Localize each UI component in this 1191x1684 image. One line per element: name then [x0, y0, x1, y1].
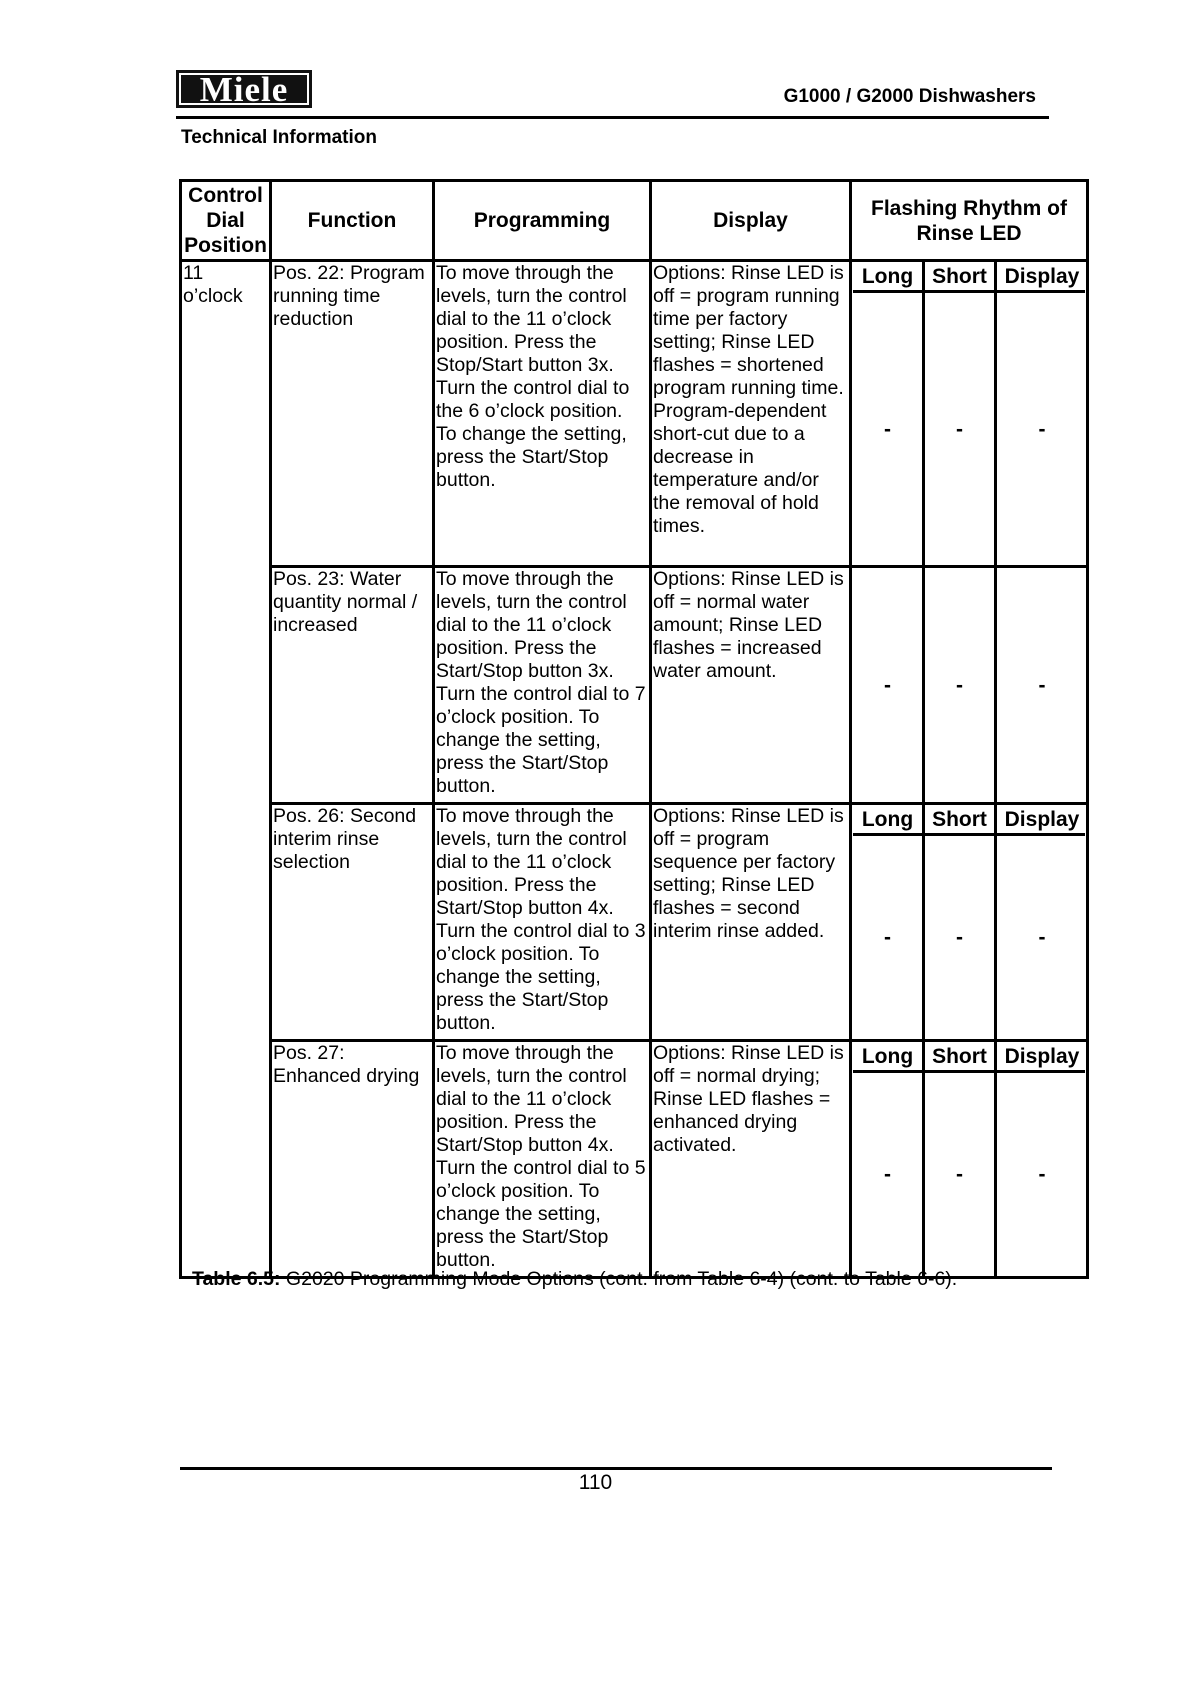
header-flashing-rhythm: Flashing Rhythm of Rinse LED	[851, 181, 1088, 261]
flash-short-label: Short	[925, 1042, 997, 1070]
caption-text: G2020 Programming Mode Options (cont. from Table 6-4) (cont. to Table 6-6).	[280, 1268, 958, 1290]
flash-long-label: Long	[853, 1042, 925, 1070]
flash-rhythm-header	[853, 1042, 1085, 1073]
caption-label: Table 6.5:	[192, 1268, 281, 1290]
flash-long-value: -	[853, 293, 925, 565]
dial-position-cell: 11 o’clock	[181, 261, 271, 1278]
flash-long-label: Long	[853, 805, 925, 833]
flash-display-label: Display	[1004, 264, 1080, 288]
function-cell: Pos. 26: Second interim rinse selection	[271, 804, 434, 1041]
flash-short-value: -	[925, 836, 997, 1039]
function-cell: Pos. 27: Enhanced drying	[271, 1041, 434, 1278]
table-row	[181, 1041, 1088, 1278]
header-rule	[176, 116, 1049, 119]
miele-logo: Miele	[176, 70, 312, 108]
options-table	[179, 179, 1089, 1279]
display-cell: Options: Rinse LED is off = normal drying; Rinse LED flashes = enhanced drying activated.	[651, 1041, 851, 1278]
flash-display-value: -	[1038, 926, 1046, 949]
table-row	[181, 804, 1088, 1041]
page-number: 110	[578, 1471, 613, 1494]
header-display: Display	[651, 181, 851, 261]
flash-display-label: Display	[1004, 1044, 1080, 1068]
flash-short-label: Short	[925, 262, 997, 290]
flash-display-label: Display	[1004, 807, 1080, 831]
flash-short-value: -	[925, 1073, 997, 1276]
programming-cell: To move through the levels, turn the control dial to the 11 o’clock position. Press the Start/Stop button 3x. Turn the control dial to 7 o’clock position. To change the setting, press the Start/Stop button.	[434, 567, 651, 804]
function-cell: Pos. 22: Program running time reduction	[271, 261, 434, 567]
flash-rhythm-cell	[851, 567, 1088, 804]
table-row	[181, 567, 1088, 804]
flash-display-value: -	[1038, 673, 1046, 697]
flash-rhythm-cell	[851, 261, 1088, 567]
table-header-row	[181, 181, 1088, 261]
header-programming: Programming	[434, 181, 651, 261]
document-title: G1000 / G2000 Dishwashers	[783, 86, 1036, 107]
header-function: Function	[271, 181, 434, 261]
display-cell: Options: Rinse LED is off = program running time per factory setting; Rinse LED flashes = shortened program running time. Program-dependent short-cut due to a decrease in temperature and/or the removal of hold times.	[651, 261, 851, 567]
flash-short-value: -	[925, 293, 997, 565]
display-cell: Options: Rinse LED is off = normal water amount; Rinse LED flashes = increased water amount.	[651, 567, 851, 804]
programming-cell: To move through the levels, turn the control dial to the 11 o’clock position. Press the Start/Stop button 4x. Turn the control dial to 5 o’clock position. To change the setting, press the Start/Stop button.	[434, 1041, 651, 1278]
programming-cell: To move through the levels, turn the control dial to the 11 o’clock position. Press the Start/Stop button 4x. Turn the control dial to 3 o’clock position. To change the setting, press the Start/Stop button.	[434, 804, 651, 1041]
flash-rhythm-header	[853, 805, 1085, 836]
flash-display-value: -	[1038, 417, 1046, 441]
programming-cell: To move through the levels, turn the control dial to the 11 o’clock position. Press the Stop/Start button 3x. Turn the control dial to the 6 o’clock position. To change the setting, press the Start/Stop button.	[434, 261, 651, 567]
flash-long-value: -	[853, 1073, 925, 1276]
table-row	[181, 261, 1088, 567]
table-caption	[192, 1268, 957, 1291]
function-cell: Pos. 23: Water quantity normal / increased	[271, 567, 434, 804]
flash-rhythm-cell	[851, 1041, 1088, 1278]
flash-short-value: -	[925, 568, 997, 802]
flash-rhythm-header	[853, 262, 1085, 293]
header-control-dial-position: Control Dial Position	[181, 181, 271, 261]
flash-rhythm-cell	[851, 804, 1088, 1041]
flash-short-label: Short	[925, 805, 997, 833]
section-title: Technical Information	[181, 127, 378, 148]
flash-display-value: -	[1038, 1163, 1046, 1186]
flash-long-label: Long	[853, 262, 925, 290]
display-cell: Options: Rinse LED is off = program sequence per factory setting; Rinse LED flashes = second interim rinse added.	[651, 804, 851, 1041]
flash-long-value: -	[853, 568, 925, 802]
flash-long-value: -	[853, 836, 925, 1039]
